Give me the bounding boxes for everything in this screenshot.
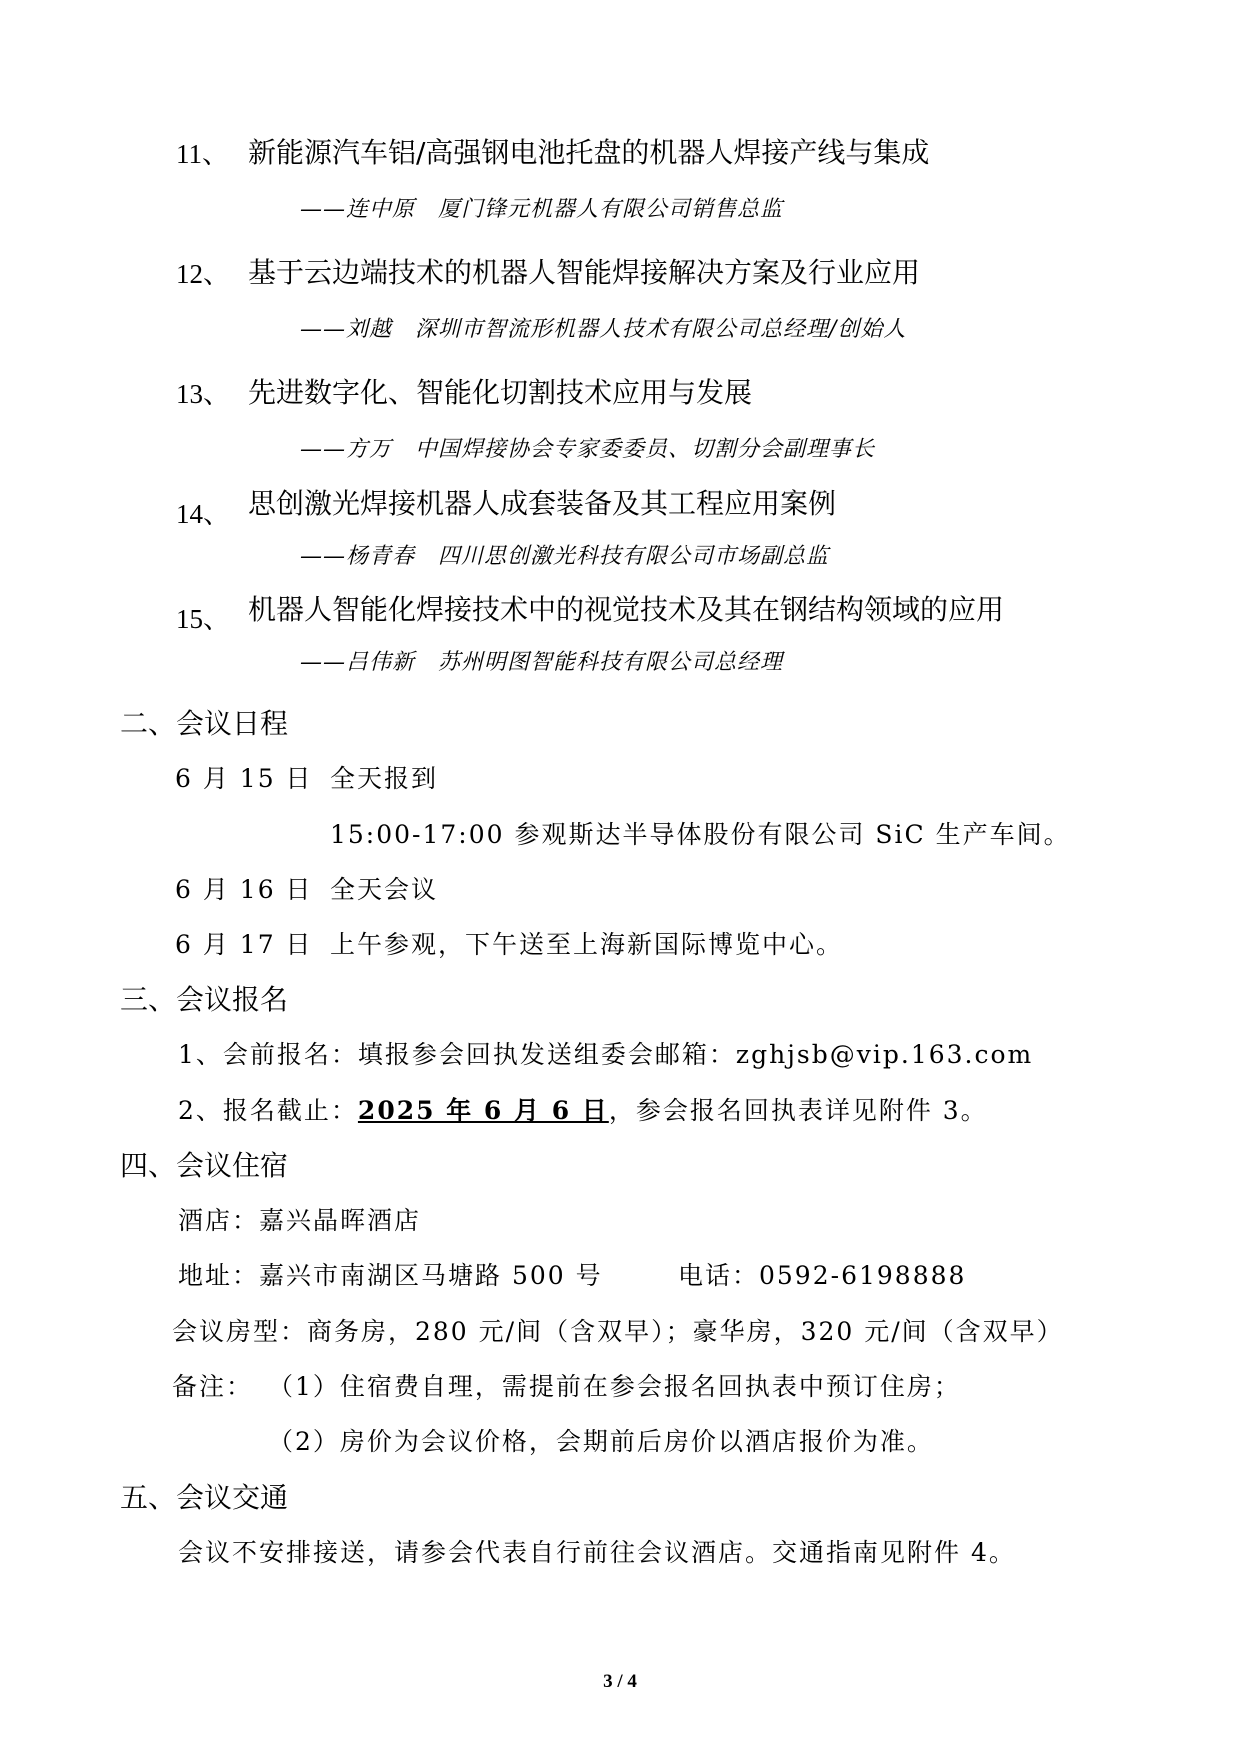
- schedule-extra: 15:00-17:00 参观斯达半导体股份有限公司 SiC 生产车间。: [330, 820, 1071, 849]
- note-item: （2）房价为会议价格，会期前后房价以酒店报价为准。: [268, 1427, 934, 1456]
- schedule-date: 6 月 17 日: [175, 930, 313, 959]
- registration-deadline-date: 2025 年 6 月 6 日: [357, 1096, 609, 1125]
- talk-number: 11、: [176, 139, 229, 169]
- talk-number: 15、: [176, 604, 230, 634]
- schedule-text: 全天报到: [330, 764, 439, 793]
- talk-speaker: ——杨青春 四川思创激光科技有限公司市场副总监: [300, 544, 830, 569]
- hotel-name: 酒店：嘉兴晶晖酒店: [178, 1206, 422, 1235]
- talk-speaker: ——连中原 厦门锋元机器人有限公司销售总监: [300, 197, 784, 222]
- note-label: 备注：: [172, 1372, 254, 1401]
- section-heading-registration: 三、会议报名: [120, 983, 289, 1016]
- talk-title: 新能源汽车铝/高强钢电池托盘的机器人焊接产线与集成: [248, 136, 930, 169]
- schedule-date: 6 月 15 日: [175, 764, 313, 793]
- schedule-date: 6 月 16 日: [175, 875, 313, 904]
- schedule-text: 全天会议: [330, 875, 439, 904]
- schedule-text: 上午参观，下午送至上海新国际博览中心。: [330, 930, 844, 959]
- talk-title: 机器人智能化焊接技术中的视觉技术及其在钢结构领域的应用: [248, 593, 1005, 626]
- talk-number: 13、: [176, 379, 230, 409]
- hotel-phone: 电话：0592-6198888: [678, 1261, 967, 1290]
- talk-title: 先进数字化、智能化切割技术应用与发展: [248, 376, 753, 409]
- registration-deadline-label: 2、报名截止：: [178, 1096, 358, 1125]
- registration-deadline-note: ，参会报名回执表详见附件 3。: [608, 1096, 988, 1125]
- section-heading-schedule: 二、会议日程: [120, 707, 289, 740]
- note-item: （1）住宿费自理，需提前在参会报名回执表中预订住房；: [268, 1372, 961, 1401]
- hotel-address: 地址：嘉兴市南湖区马塘路 500 号: [178, 1261, 603, 1290]
- talk-speaker: ——吕伟新 苏州明图智能科技有限公司总经理: [300, 650, 784, 675]
- section-heading-transport: 五、会议交通: [120, 1481, 289, 1514]
- talk-number: 12、: [176, 259, 230, 289]
- talk-speaker: ——刘越 深圳市智流形机器人技术有限公司总经理/创始人: [300, 317, 907, 342]
- talk-speaker: ——方万 中国焊接协会专家委委员、切割分会副理事长: [300, 437, 876, 462]
- talk-title: 思创激光焊接机器人成套装备及其工程应用案例: [248, 487, 837, 520]
- section-heading-accommodation: 四、会议住宿: [120, 1149, 289, 1182]
- page-number: 3 / 4: [603, 1671, 637, 1692]
- talk-number: 14、: [176, 499, 230, 529]
- room-types: 会议房型：商务房，280 元/间（含双早）；豪华房，320 元/间（含双早）: [172, 1317, 1064, 1346]
- transport-text: 会议不安排接送，请参会代表自行前往会议酒店。交通指南见附件 4。: [178, 1538, 1016, 1567]
- talk-title: 基于云边端技术的机器人智能焊接解决方案及行业应用: [248, 256, 921, 289]
- registration-deadline-line: [178, 1091, 988, 1127]
- registration-line: 1、会前报名：填报参会回执发送组委会邮箱：zghjsb@vip.163.com: [178, 1040, 1034, 1069]
